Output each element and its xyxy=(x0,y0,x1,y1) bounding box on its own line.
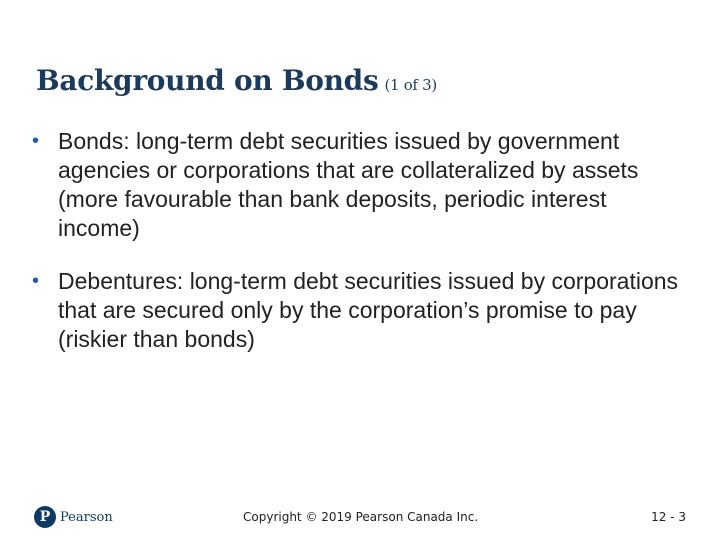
bullet-item-bonds xyxy=(32,127,682,243)
pearson-logo-icon: P xyxy=(34,506,56,528)
pearson-logo-text: Pearson xyxy=(60,509,113,525)
bullet-text: Bonds: long-term debt securities issued by government agencies or corporations that are collateralized by assets (more favourable than bank deposits, periodic interest income) xyxy=(58,128,639,241)
page-number: 12 - 3 xyxy=(651,510,686,524)
bullet-dot-icon: • xyxy=(32,130,40,152)
bullet-text: Debentures: long-term debt securities issued by corporations that are secured only by the corporation’s promise to pay (riskier than bonds) xyxy=(58,268,679,352)
slide-title-suffix: (1 of 3) xyxy=(384,76,437,94)
bullet-list xyxy=(32,127,682,378)
pearson-logo xyxy=(34,504,113,530)
copyright-notice: Copyright © 2019 Pearson Canada Inc. xyxy=(243,510,479,524)
slide-title-text: Background on Bonds xyxy=(36,64,379,97)
bullet-item-debentures xyxy=(32,267,682,354)
slide-footer xyxy=(0,500,720,536)
slide-title xyxy=(36,64,437,97)
bullet-dot-icon: • xyxy=(32,270,40,292)
